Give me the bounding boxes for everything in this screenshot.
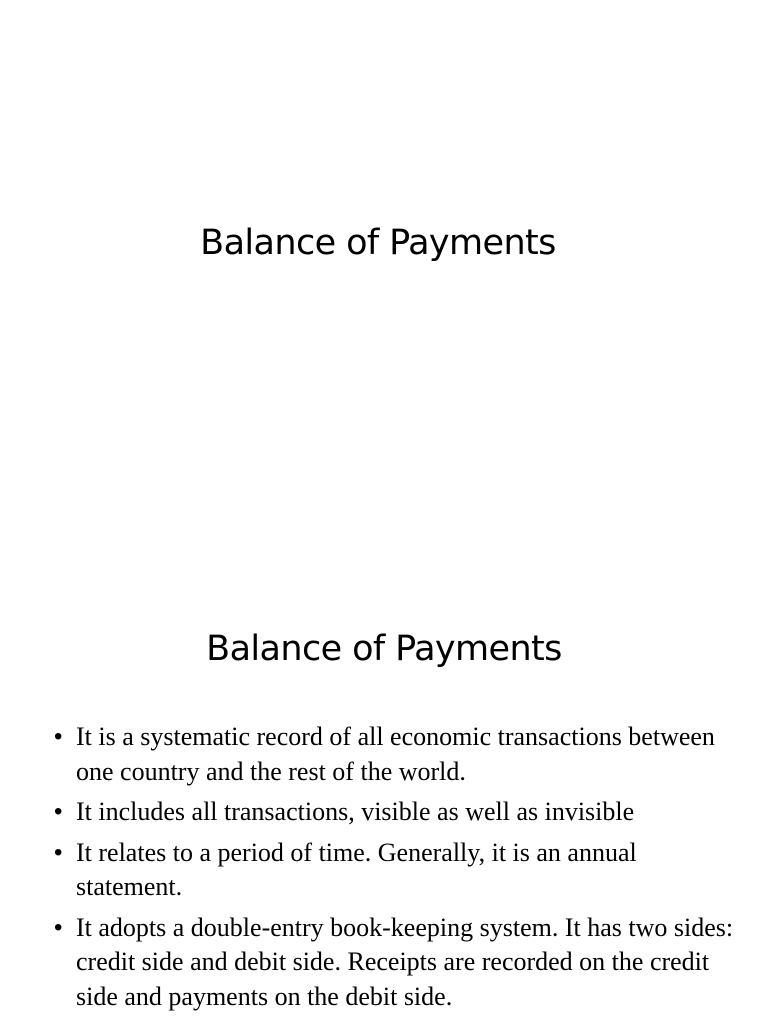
bullet-item [54, 836, 744, 905]
bullet-item [54, 911, 744, 1015]
bullet-text: It relates to a period of time. Generally, it is an annual statement. [76, 837, 637, 901]
bullet-icon: • [54, 723, 63, 750]
bullet-text: It is a systematic record of all economic transactions between one country and the rest of the world. [76, 722, 715, 786]
slide-title: Balance of Payments [200, 223, 556, 263]
slide-title: Balance of Payments [206, 629, 562, 669]
bullet-icon: • [54, 913, 63, 941]
bullet-list [54, 720, 744, 1020]
bullet-icon: • [54, 798, 63, 825]
bullet-item [54, 720, 744, 789]
bullet-icon: • [54, 838, 63, 866]
slide-2 [0, 578, 768, 1024]
bullet-item [54, 795, 744, 830]
bullet-text: It includes all transactions, visible as well as invisible [76, 797, 635, 826]
bullet-text: It adopts a double-entry book-keeping system. It has two sides: credit side and debit side. Receipts are recorded on the credit side and payments on the debit side. [76, 912, 734, 1011]
